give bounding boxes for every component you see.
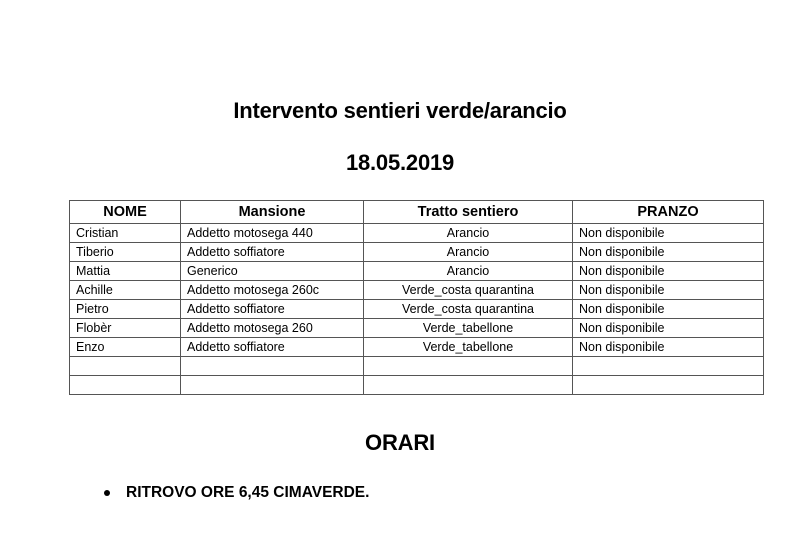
cell-pranzo: Non disponibile (573, 319, 764, 338)
cell-mansione: Addetto soffiatore (181, 300, 364, 319)
cell-pranzo: Non disponibile (573, 338, 764, 357)
header-mansione: Mansione (181, 201, 364, 224)
table-row (70, 262, 764, 281)
cell-tratto (364, 376, 573, 395)
cell-mansione: Addetto soffiatore (181, 338, 364, 357)
bullet-icon (104, 490, 110, 496)
cell-tratto: Verde_tabellone (364, 319, 573, 338)
table-row (70, 338, 764, 357)
cell-tratto: Arancio (364, 262, 573, 281)
cell-tratto: Verde_tabellone (364, 338, 573, 357)
table-row-empty (70, 357, 764, 376)
cell-nome: Cristian (70, 224, 181, 243)
cell-nome: Enzo (70, 338, 181, 357)
table-row (70, 281, 764, 300)
cell-nome: Pietro (70, 300, 181, 319)
document-date: 18.05.2019 (345, 150, 455, 175)
cell-mansione: Addetto soffiatore (181, 243, 364, 262)
header-tratto-sentiero: Tratto sentiero (364, 201, 573, 224)
cell-pranzo: Non disponibile (573, 281, 764, 300)
cell-nome: Tiberio (70, 243, 181, 262)
schedule-table (69, 200, 764, 395)
cell-mansione: Addetto motosega 260c (181, 281, 364, 300)
cell-tratto: Arancio (364, 224, 573, 243)
cell-pranzo (573, 357, 764, 376)
cell-nome: Flobèr (70, 319, 181, 338)
header-pranzo: PRANZO (573, 201, 764, 224)
table-row (70, 300, 764, 319)
list-item (104, 484, 369, 502)
cell-tratto: Verde_costa quarantina (364, 300, 573, 319)
cell-tratto: Verde_costa quarantina (364, 281, 573, 300)
document-title: Intervento sentieri verde/arancio (233, 98, 567, 123)
cell-tratto: Arancio (364, 243, 573, 262)
cell-pranzo: Non disponibile (573, 262, 764, 281)
cell-pranzo: Non disponibile (573, 243, 764, 262)
cell-mansione (181, 357, 364, 376)
cell-pranzo: Non disponibile (573, 300, 764, 319)
table-row (70, 319, 764, 338)
cell-mansione (181, 376, 364, 395)
cell-nome: Achille (70, 281, 181, 300)
orari-heading: ORARI (365, 430, 435, 455)
cell-tratto (364, 357, 573, 376)
table-header-row (70, 201, 764, 224)
cell-pranzo (573, 376, 764, 395)
orari-list (104, 484, 369, 502)
table-row-empty (70, 376, 764, 395)
cell-nome (70, 357, 181, 376)
cell-mansione: Generico (181, 262, 364, 281)
table-row (70, 224, 764, 243)
list-item-text: RITROVO ORE 6,45 CIMAVERDE. (126, 484, 370, 501)
cell-mansione: Addetto motosega 440 (181, 224, 364, 243)
table-row (70, 243, 764, 262)
cell-mansione: Addetto motosega 260 (181, 319, 364, 338)
cell-pranzo: Non disponibile (573, 224, 764, 243)
header-nome: NOME (70, 201, 181, 224)
cell-nome: Mattia (70, 262, 181, 281)
cell-nome (70, 376, 181, 395)
